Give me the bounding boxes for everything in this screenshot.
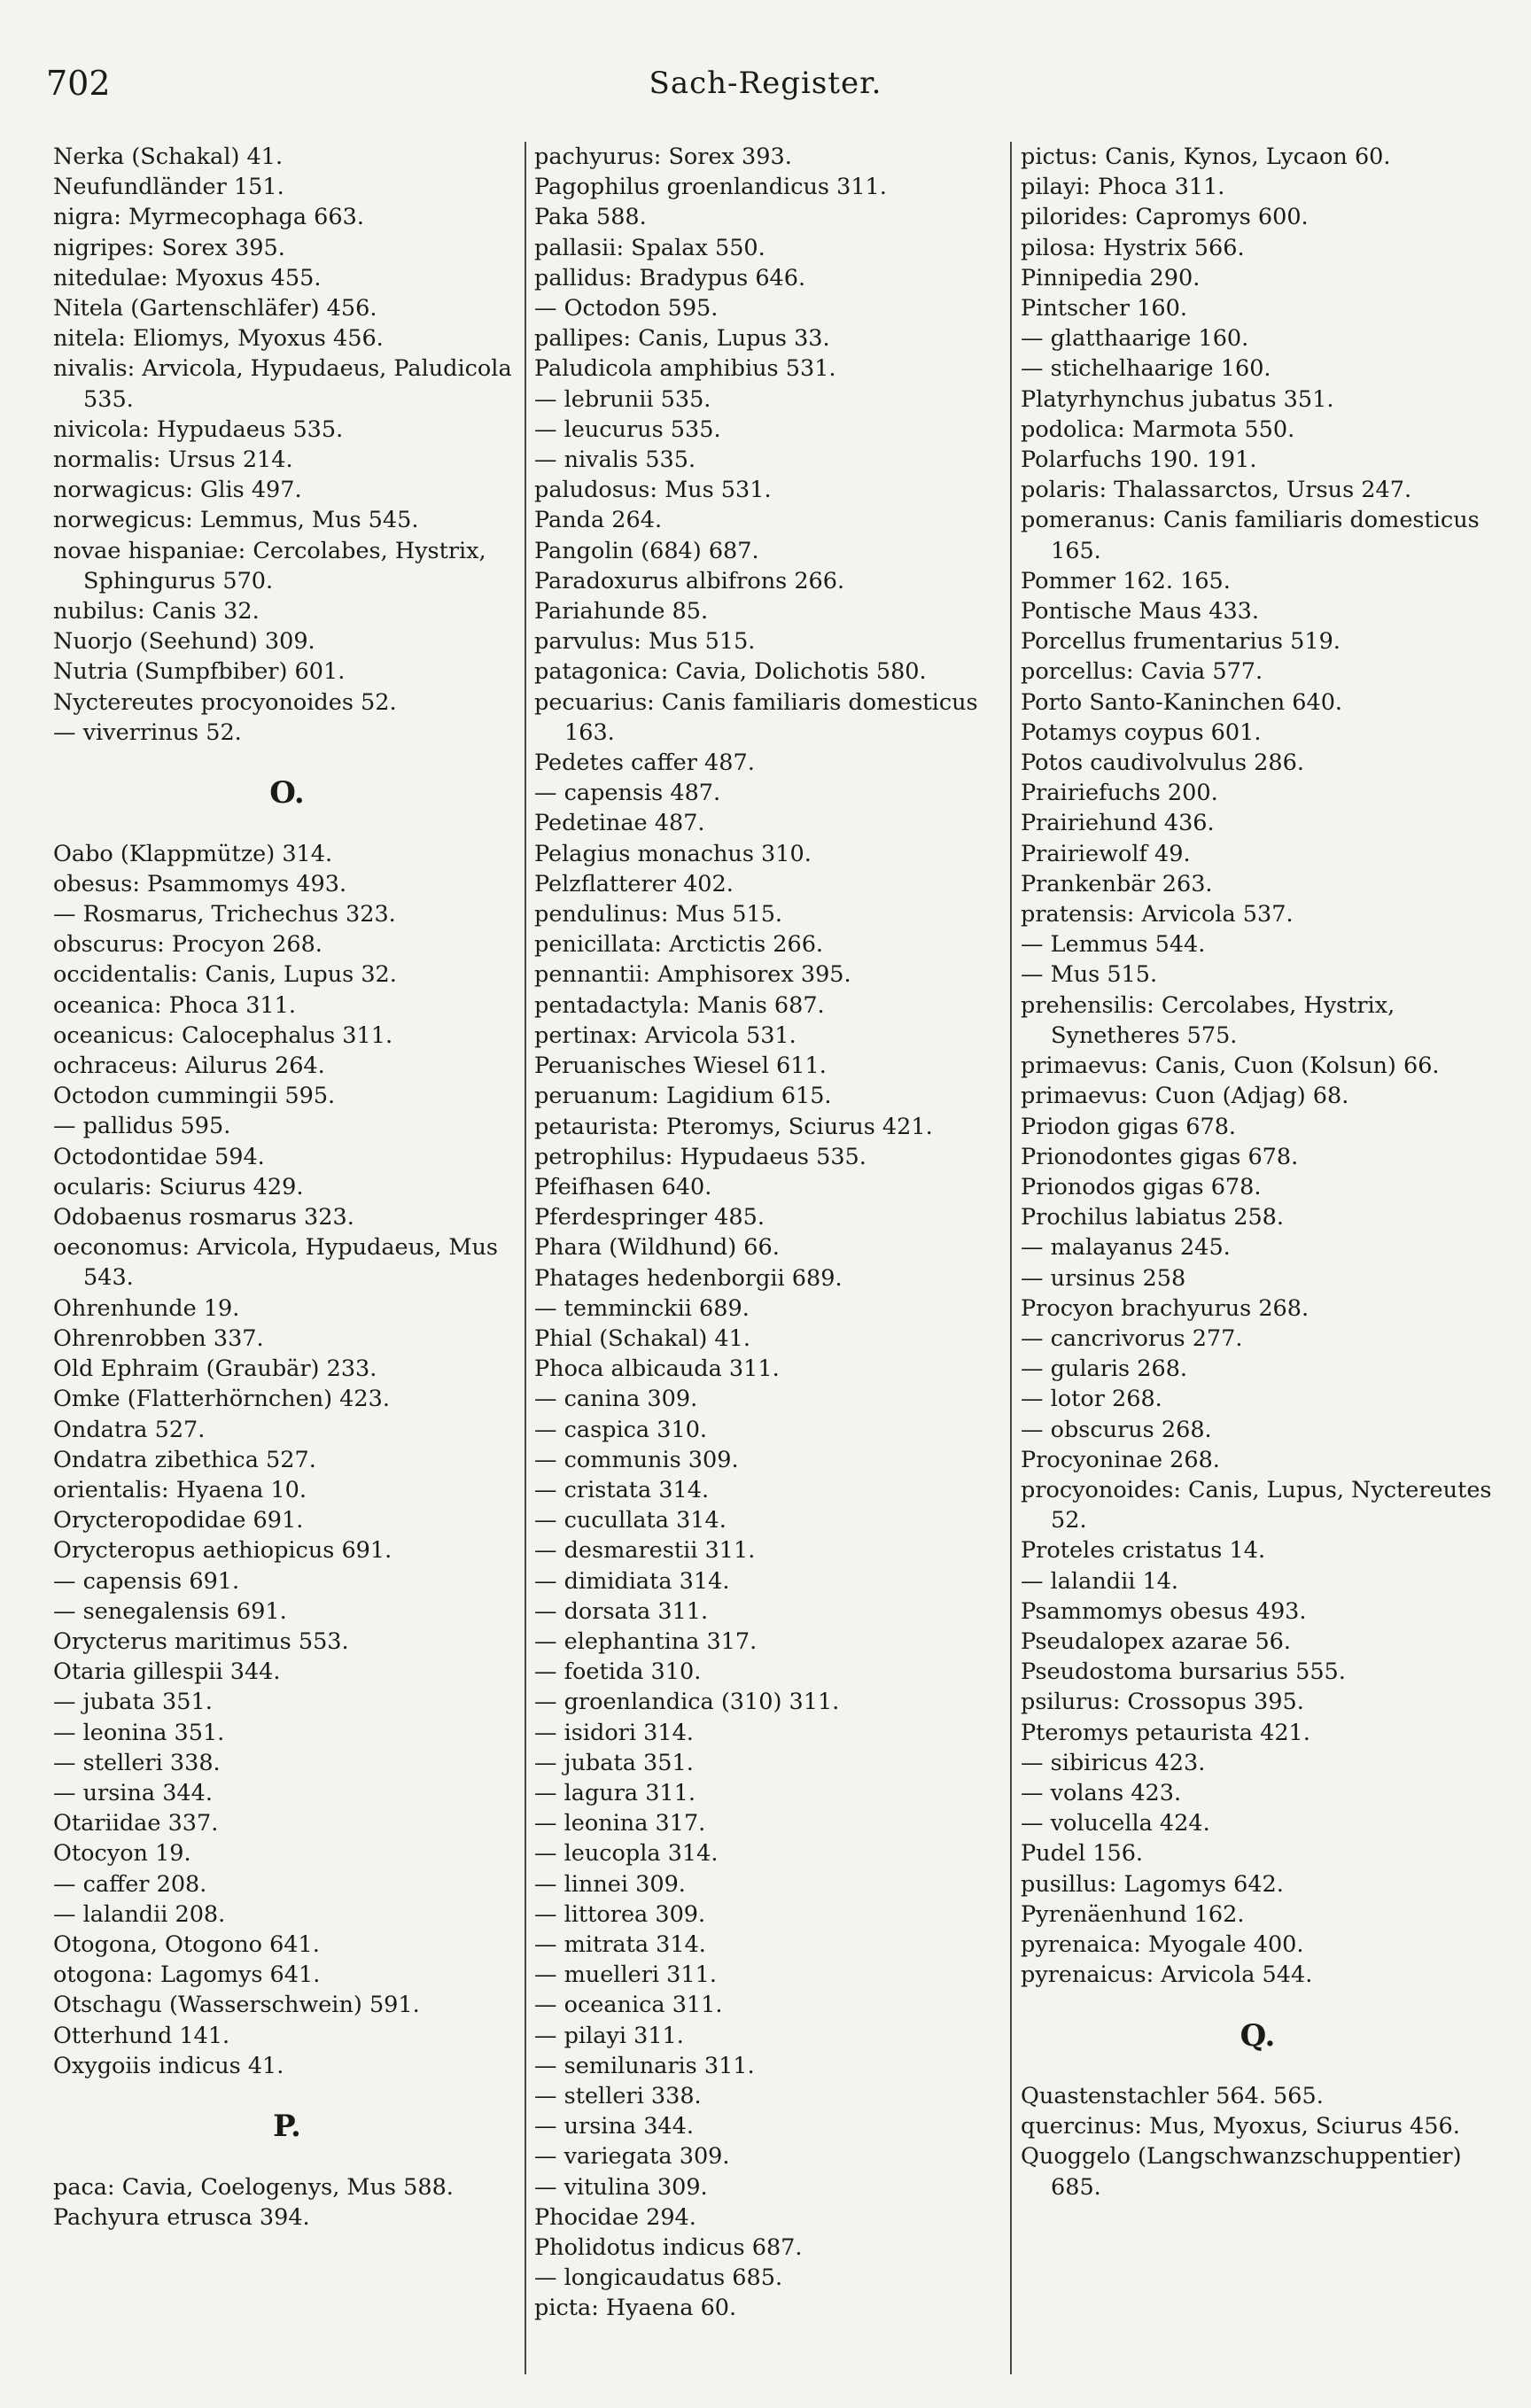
index-entry: Paludicola amphibius 531. (534, 355, 836, 383)
index-entry: Pelagius monachus 310. (534, 840, 812, 867)
index-entry: — oceanica 311. (534, 1992, 723, 2019)
index-entry: Ondatra 527. (53, 1416, 206, 1443)
index-entry: paca: Cavia, Coelogenys, Mus 588. (53, 2173, 454, 2201)
spacer (53, 748, 521, 778)
index-entry: — lotor 268. (1021, 1386, 1162, 1413)
index-entry: Pseudalopex azarae 56. (1021, 1627, 1291, 1655)
index-entry: nivicola: Hypudaeus 535. (53, 416, 344, 443)
index-entry: pictus: Canis, Kynos, Lycaon 60. (1021, 144, 1391, 170)
index-entry: Orycterus maritimus 553. (53, 1627, 349, 1655)
index-entry: Quoggelo (Langschwanzschuppentier) 685. (1021, 2143, 1462, 2201)
index-entry: — stichelhaarige 160. (1021, 355, 1271, 383)
index-entry: Oxygoiis indicus 41. (53, 2052, 284, 2079)
index-entry: — lalandii 208. (53, 1900, 226, 1928)
index-entry: — pilayi 311. (534, 2022, 684, 2049)
index-entry: Pholidotus indicus 687. (534, 2234, 803, 2262)
index-entry: patagonica: Cavia, Dolichotis 580. (534, 658, 927, 686)
index-entry: Phial (Schakal) 41. (534, 1324, 750, 1352)
index-entry: Prairiehund 436. (1021, 810, 1215, 837)
index-entry: Pontische Maus 433. (1021, 598, 1259, 625)
index-entry: Prochilus labiatus 258. (1021, 1204, 1285, 1231)
index-entry: normalis: Ursus 214. (53, 447, 293, 474)
index-entry: ochraceus: Ailurus 264. (53, 1053, 325, 1080)
index-entry: Nitela (Gartenschläfer) 456. (53, 295, 377, 322)
letter-heading: P. (273, 2109, 301, 2145)
index-entry: pertinax: Arvicola 531. (534, 1021, 797, 1049)
index-entry: — desmarestii 311. (534, 1537, 756, 1565)
letter-heading: O. (269, 775, 305, 812)
index-entry: oeconomus: Arvicola, Hypudaeus, Mus 543. (53, 1234, 498, 1292)
index-entry: — lebrunii 535. (534, 385, 711, 413)
index-entry: — volucella 424. (1021, 1810, 1210, 1837)
index-entry: — leonina 317. (534, 1810, 706, 1837)
index-entry: primaevus: Canis, Cuon (Kolsun) 66. (1021, 1053, 1440, 1080)
index-entry: — canina 309. (534, 1386, 698, 1413)
index-entry: Priodon gigas 678. (1021, 1113, 1237, 1140)
index-entry: — Lemmus 544. (1021, 931, 1206, 959)
index-entry: Potos caudivolvulus 286. (1021, 750, 1304, 777)
index-entry: Potamys coypus 601. (1021, 719, 1262, 746)
index-entry: — gularis 268. (1021, 1355, 1188, 1383)
index-entry: — semilunaris 311. (534, 2052, 755, 2079)
index-entry: Phara (Wildhund) 66. (534, 1234, 780, 1262)
index-entry: — glatthaarige 160. (1021, 325, 1249, 353)
index-entry: pecuarius: Canis familiaris domesticus 163. (534, 688, 978, 746)
index-entry: — elephantina 317. (534, 1627, 758, 1655)
index-entry: — Mus 515. (1021, 961, 1158, 989)
index-entry: pilayi: Phoca 311. (1021, 174, 1225, 201)
index-entry: pilosa: Hystrix 566. (1021, 234, 1245, 261)
index-entry: — stelleri 338. (53, 1749, 221, 1776)
index-entry: Oabo (Klappmütze) 314. (53, 840, 333, 867)
letter-heading: Q. (1240, 2017, 1276, 2054)
index-entry: Pfeifhasen 640. (534, 1173, 712, 1200)
spacer (53, 2081, 521, 2111)
index-entry: pallipes: Canis, Lupus 33. (534, 325, 830, 353)
index-entry: Pangolin (684) 687. (534, 537, 759, 564)
index-entry: nigripes: Sorex 395. (53, 234, 285, 261)
index-entry: obesus: Psammomys 493. (53, 870, 347, 897)
running-title: Sach-Register. (649, 66, 882, 101)
index-entry: Neufundländer 151. (53, 174, 284, 201)
index-entry: Ohrenhunde 19. (53, 1294, 240, 1322)
index-entry: — variegata 309. (534, 2143, 730, 2171)
index-entry: — temminckii 689. (534, 1294, 750, 1322)
index-entry: Paka 588. (534, 204, 647, 231)
index-entry: oceanica: Phoca 311. (53, 991, 296, 1019)
index-entry: pennantii: Amphisorex 395. (534, 961, 851, 989)
index-entry: Otaria gillespii 344. (53, 1658, 281, 1686)
index-entry: nitela: Eliomys, Myoxus 456. (53, 325, 384, 353)
index-entry: polaris: Thalassarctos, Ursus 247. (1021, 477, 1412, 504)
index-entry: nubilus: Canis 32. (53, 598, 260, 625)
index-entry: — mitrata 314. (534, 1930, 706, 1958)
index-entry: — ursina 344. (53, 1779, 213, 1806)
index-entry: — senegalensis 691. (53, 1597, 287, 1625)
index-entry: Porto Santo-Kaninchen 640. (1021, 688, 1343, 716)
index-entry: penicillata: Arctictis 266. (534, 931, 824, 959)
index-entry: — caspica 310. (534, 1416, 708, 1443)
index-entry: Prionodos gigas 678. (1021, 1173, 1262, 1200)
index-entry: Pachyura etrusca 394. (53, 2203, 310, 2231)
index-entry: — capensis 691. (53, 1567, 240, 1595)
index-entry: Ohrenrobben 337. (53, 1324, 264, 1352)
index-entry: — cristata 314. (534, 1476, 710, 1503)
spacer (53, 808, 521, 838)
index-entry: — jubata 351. (53, 1689, 213, 1716)
index-entry: psilurus: Crossopus 395. (1021, 1689, 1304, 1716)
page-number: 702 (46, 64, 111, 103)
index-entry: — viverrinus 52. (53, 719, 242, 746)
spacer (53, 2141, 521, 2171)
index-entry: Psammomys obesus 493. (1021, 1597, 1307, 1625)
index-entry: Procyoninae 268. (1021, 1446, 1220, 1473)
index-entry: pentadactyla: Manis 687. (534, 991, 825, 1019)
index-entry: Nyctereutes procyonoides 52. (53, 688, 397, 716)
index-entry: — leucurus 535. (534, 416, 721, 443)
spacer (1021, 1990, 1495, 2020)
index-entry: — stelleri 338. (534, 2083, 702, 2109)
index-entry: — obscurus 268. (1021, 1416, 1212, 1443)
index-entry: Octodon cummingii 595. (53, 1083, 336, 1110)
index-entry: — longicaudatus 685. (534, 2264, 783, 2292)
index-entry: — linnei 309. (534, 1870, 686, 1898)
index-entry: Procyon brachyurus 268. (1021, 1294, 1310, 1322)
index-entry: Prairiefuchs 200. (1021, 780, 1218, 807)
index-entry: nivalis: Arvicola, Hypudaeus, Paludicola 535. (53, 355, 512, 413)
index-entry: pendulinus: Mus 515. (534, 901, 783, 928)
index-entry: Phocidae 294. (534, 2203, 696, 2231)
index-entry: Pedetinae 487. (534, 810, 705, 837)
index-entry: pilorides: Capromys 600. (1021, 204, 1309, 231)
index-entry: Pteromys petaurista 421. (1021, 1719, 1310, 1746)
index-entry: Pseudostoma bursarius 555. (1021, 1658, 1346, 1686)
index-entry: — caffer 208. (53, 1870, 207, 1898)
index-entry: — lalandii 14. (1021, 1567, 1179, 1595)
column-rule (525, 142, 526, 2374)
index-entry: podolica: Marmota 550. (1021, 416, 1295, 443)
index-entry: — dimidiata 314. (534, 1567, 730, 1595)
index-entry: Otschagu (Wasserschwein) 591. (53, 1992, 420, 2019)
index-entry: — Rosmarus, Trichechus 323. (53, 901, 396, 928)
index-entry: — volans 423. (1021, 1779, 1182, 1806)
index-entry: Otariidae 337. (53, 1810, 219, 1837)
index-entry: novae hispaniae: Cercolabes, Hystrix, Sphingurus 570. (53, 537, 486, 594)
index-entry: Old Ephraim (Graubär) 233. (53, 1355, 377, 1383)
index-entry: procyonoides: Canis, Lupus, Nyctereutes 52. (1021, 1476, 1492, 1534)
index-entry: paludosus: Mus 531. (534, 477, 772, 504)
index-entry: Pelzflatterer 402. (534, 870, 734, 897)
index-entry: Pintscher 160. (1021, 295, 1187, 322)
index-entry: Panda 264. (534, 507, 663, 534)
index-entry: — leonina 351. (53, 1719, 225, 1746)
index-entry: — groenlandica (310) 311. (534, 1689, 840, 1716)
index-entry: obscurus: Procyon 268. (53, 931, 323, 959)
index-entry: Prankenbär 263. (1021, 870, 1213, 897)
index-entry: pyrenaica: Myogale 400. (1021, 1930, 1304, 1958)
index-entry: Nerka (Schakal) 41. (53, 144, 284, 170)
spacer (1021, 2051, 1495, 2081)
index-entry: Prairiewolf 49. (1021, 840, 1191, 867)
index-entry: Omke (Flatterhörnchen) 423. (53, 1386, 390, 1413)
index-entry: norwegicus: Lemmus, Mus 545. (53, 507, 419, 534)
index-entry: nigra: Myrmecophaga 663. (53, 204, 364, 231)
index-entry: pallidus: Bradypus 646. (534, 264, 806, 291)
index-entry: Platyrhynchus jubatus 351. (1021, 385, 1334, 413)
index-entry: Pommer 162. 165. (1021, 567, 1231, 594)
index-entry: primaevus: Cuon (Adjag) 68. (1021, 1083, 1349, 1110)
index-entry: — leucopla 314. (534, 1840, 719, 1868)
index-entry: Peruanisches Wiesel 611. (534, 1053, 827, 1080)
index-entry: — ursinus 258 (1021, 1264, 1186, 1292)
index-entry: parvulus: Mus 515. (534, 628, 756, 656)
index-entry: — vitulina 309. (534, 2173, 708, 2201)
index-entry: — pallidus 595. (53, 1113, 231, 1140)
index-entry: Pariahunde 85. (534, 598, 709, 625)
index-entry: pallasii: Spalax 550. (534, 234, 766, 261)
index-entry: — muelleri 311. (534, 1961, 717, 1989)
index-entry: Proteles cristatus 14. (1021, 1537, 1266, 1565)
index-entry: Phatages hedenborgii 689. (534, 1264, 843, 1292)
index-entry: Otterhund 141. (53, 2022, 230, 2049)
index-entry: Pudel 156. (1021, 1840, 1144, 1868)
index-entry: picta: Hyaena 60. (534, 2295, 737, 2322)
index-entry: — Octodon 595. (534, 295, 719, 322)
index-entry: pomeranus: Canis familiaris domesticus 165. (1021, 507, 1480, 564)
index-entry: pratensis: Arvicola 537. (1021, 901, 1294, 928)
index-entry: — littorea 309. (534, 1900, 706, 1928)
index-entry: — communis 309. (534, 1446, 739, 1473)
index-entry: norwagicus: Glis 497. (53, 477, 302, 504)
index-entry: ocularis: Sciurus 429. (53, 1173, 304, 1200)
page-header (0, 0, 1531, 133)
index-entry: — foetida 310. (534, 1658, 702, 1686)
index-entry: Odobaenus rosmarus 323. (53, 1204, 354, 1231)
index-entry: pachyurus: Sorex 393. (534, 144, 792, 170)
index-entry: prehensilis: Cercolabes, Hystrix, Synetheres 575. (1021, 991, 1395, 1049)
index-entry: Nuorjo (Seehund) 309. (53, 628, 315, 656)
index-entry: — capensis 487. (534, 780, 721, 807)
index-entry: — ursina 344. (534, 2113, 694, 2140)
index-entry: pyrenaicus: Arvicola 544. (1021, 1961, 1313, 1989)
index-entry: otogona: Lagomys 641. (53, 1961, 321, 1989)
index-entry: Quastenstachler 564. 565. (1021, 2082, 1324, 2109)
index-entry: peruanum: Lagidium 615. (534, 1083, 832, 1110)
index-entry: — cancrivorus 277. (1021, 1324, 1243, 1352)
index-entry: — isidori 314. (534, 1719, 694, 1746)
index-entry: Octodontidae 594. (53, 1143, 265, 1170)
index-entry: — jubata 351. (534, 1749, 694, 1776)
index-entry: Prionodontes gigas 678. (1021, 1143, 1299, 1170)
index-entry: Polarfuchs 190. 191. (1021, 447, 1257, 474)
index-entry: orientalis: Hyaena 10. (53, 1476, 307, 1503)
index-entry: oceanicus: Calocephalus 311. (53, 1021, 393, 1049)
index-entry: Pedetes caffer 487. (534, 750, 755, 777)
index-entry: — cucullata 314. (534, 1507, 727, 1534)
index-entry: Otocyon 19. (53, 1840, 191, 1868)
index-entry: Orycteropodidae 691. (53, 1507, 304, 1534)
index-entry: Orycteropus aethiopicus 691. (53, 1537, 392, 1565)
index-entry: quercinus: Mus, Myoxus, Sciurus 456. (1021, 2113, 1460, 2140)
index-entry: nitedulae: Myoxus 455. (53, 264, 322, 291)
index-entry: Porcellus frumentarius 519. (1021, 628, 1341, 656)
index-entry: pusillus: Lagomys 642. (1021, 1870, 1284, 1898)
index-entry: Phoca albicauda 311. (534, 1355, 780, 1383)
index-column-1 (53, 142, 521, 2233)
index-entry: petaurista: Pteromys, Sciurus 421. (534, 1113, 933, 1140)
index-entry: Pagophilus groenlandicus 311. (534, 174, 887, 201)
index-entry: — nivalis 535. (534, 447, 696, 474)
index-entry: Paradoxurus albifrons 266. (534, 567, 845, 594)
index-entry: — malayanus 245. (1021, 1234, 1231, 1262)
index-entry: — sibiricus 423. (1021, 1749, 1206, 1776)
index-column-2 (534, 142, 1011, 2324)
index-entry: petrophilus: Hypudaeus 535. (534, 1143, 867, 1170)
index-entry: Pinnipedia 290. (1021, 264, 1201, 291)
index-entry: Otogona, Otogono 641. (53, 1930, 320, 1958)
index-entry: occidentalis: Canis, Lupus 32. (53, 961, 397, 989)
index-entry: Pferdespringer 485. (534, 1204, 765, 1231)
index-entry: Nutria (Sumpfbiber) 601. (53, 658, 346, 686)
index-entry: porcellus: Cavia 577. (1021, 658, 1263, 686)
index-entry: Pyrenäenhund 162. (1021, 1900, 1245, 1928)
index-entry: Ondatra zibethica 527. (53, 1446, 316, 1473)
index-entry: — dorsata 311. (534, 1597, 709, 1625)
index-entry: — lagura 311. (534, 1779, 696, 1806)
index-column-3 (1021, 142, 1495, 2202)
